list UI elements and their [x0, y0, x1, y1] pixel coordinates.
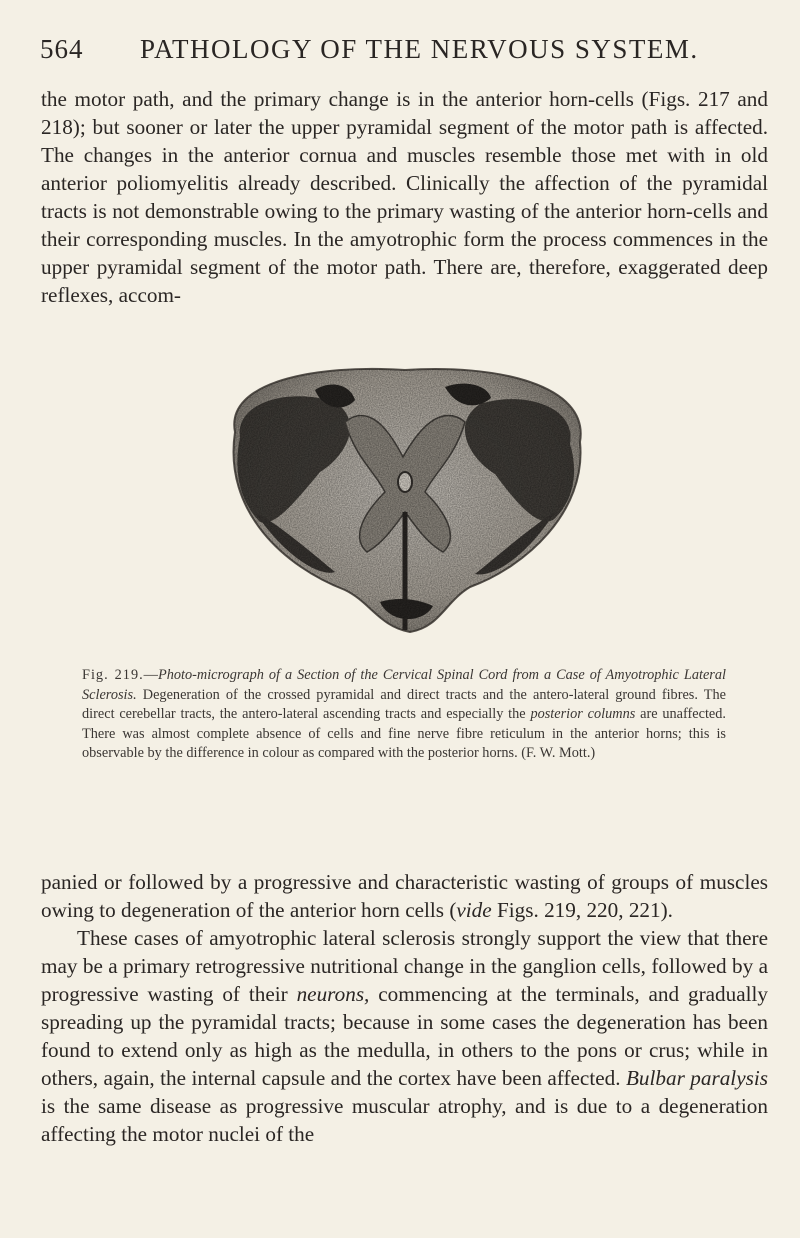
paragraph-2-text-a: panied or followed by a progressive and characteristic wasting of groups of muscles owing to degeneration of the anterior horn cells ( [41, 870, 768, 922]
figure-caption: Fig. 219.—Photo-micrograph of a Section of the Cervical Spinal Cord from a Case of Amyotrophic Lateral Sclerosis. Degeneration of the crossed pyramidal and direct tracts and the antero-lateral ground fibres. The direct cerebellar tracts, the antero-lateral ascending tracts and especially the posterior columns are unaffected. There was almost complete absence of cells and fine nerve fibre reticulum in the anterior horns; this is observable by the difference in colour as compared with the posterior horns. (F. W. Mott.) [82, 667, 726, 762]
figure-italic-term: posterior columns [530, 706, 636, 723]
neurons-term: neurons, [296, 982, 370, 1006]
figure-label: Fig. 219. [82, 667, 144, 683]
body-paragraph-1: the motor path, and the primary change is in the anterior horn-cells (Figs. 217 and 218); but sooner or later the upper pyramidal segment of the motor path is affected. The changes in the anterior cornua and muscles resemble those met with in old anterior poliomyelitis already described. Clinically the affection of the pyramidal tracts is not demonstrable owing to the primary wasting of the anterior horn-cells and their corresponding muscles. In the amyotrophic form the process commences in the upper pyramidal segment of the motor path. There are, therefore, exaggerated deep reflexes, accom- [41, 87, 768, 307]
spinal-cord-photomicrograph [195, 362, 615, 637]
body-paragraph-2 [41, 868, 768, 1148]
paragraph-3-text-b: commencing at the terminals, and gradually spreading up the pyramidal tracts; because in some cases the degeneration has been found to extend only as high as the medulla, in others to the pons or crus; while in others, again, the internal capsule and the cortex have been affected. [41, 982, 768, 1090]
bulbar-paralysis-term: Bulbar paralysis [625, 1066, 768, 1090]
vide-term: vide [456, 898, 492, 922]
running-title: PATHOLOGY OF THE NERVOUS SYSTEM. [140, 34, 699, 64]
figure-title: Photo-micrograph of a Section of the Cervical Spinal Cord from a Case of Amyotrophic Lateral Sclerosis. [82, 667, 726, 703]
paragraph-3-text-a: These cases of amyotrophic lateral sclerosis strongly support the view that there may be a primary retrogressive nutritional change in the ganglion cells, followed by a progressive wasting of their [41, 926, 768, 1006]
paragraph-2-text-b: Figs. 219, 220, 221). [491, 898, 673, 922]
paragraph-3-text-c: is the same disease as progressive muscular atrophy, and is due to a degeneration affecting the motor nuclei of the [41, 1094, 768, 1146]
page-header [40, 34, 770, 70]
figure-description: Degeneration of the crossed pyramidal and direct tracts and the antero-lateral ground fibres. The direct cerebellar tracts, the antero-lateral ascending tracts and especially the [82, 686, 726, 723]
figure-description-cont: are unaffected. There was almost complete absence of cells and fine nerve fibre reticulum in the anterior horns; this is observable by the difference in colour as compared with the posterior horns. (F. W. Mott.) [82, 706, 726, 762]
page-number: 564 [40, 34, 84, 64]
